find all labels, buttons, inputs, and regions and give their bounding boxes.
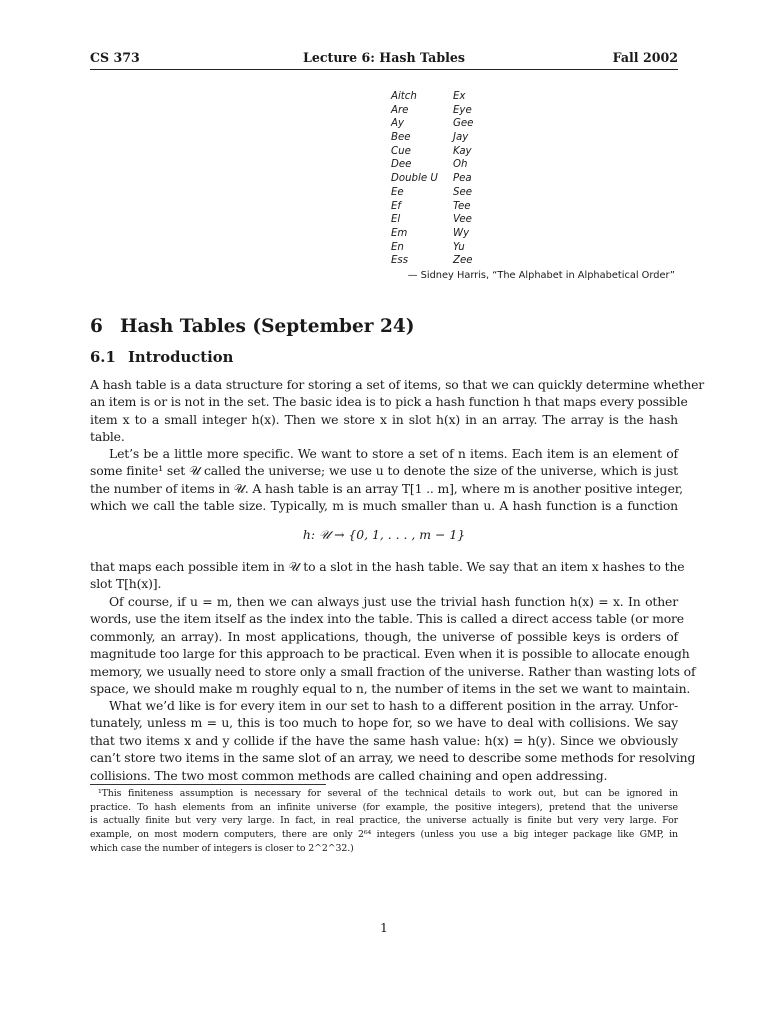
paragraph-5 <box>90 697 696 784</box>
epigraph-line: See <box>453 186 473 198</box>
text-line: which we call the table size. Typically, m is much smaller than u. A hash function is a function <box>90 498 678 514</box>
section-number: 6 <box>90 316 103 337</box>
footnote-rule <box>90 784 326 785</box>
epigraph-line: Are <box>391 104 409 116</box>
page-number: 1 <box>380 920 388 935</box>
hash-function-equation: h: 𝒰 → {0, 1, . . . , m − 1} <box>302 527 466 542</box>
text-line: memory, we usually need to store only a small fraction of the universe. Rather than wasting lots of <box>90 663 696 679</box>
epigraph-line: Oh <box>453 159 468 171</box>
text-line: magnitude too large for this approach to be practical. Even when it is possible to allocate enough <box>90 646 690 662</box>
footnote-line: ¹This finiteness assumption is necessary for several of the technical details to work out, but can be ignored in <box>98 788 678 799</box>
text-line: item x to a small integer h(x). Then we store x in slot h(x) in an array. The array is the hash <box>90 411 678 427</box>
epigraph-line: Dee <box>391 159 412 171</box>
epigraph-line: En <box>391 241 404 253</box>
epigraph-line: Ef <box>391 200 402 212</box>
running-header <box>90 50 678 66</box>
text-line: words, use the item itself as the index into the table. This is called a direct access table (or more <box>90 611 684 627</box>
subsection-heading <box>90 349 233 366</box>
text-line: the number of items in 𝒰. A hash table is an array T[1 .. m], where m is another positive integer, <box>90 480 683 496</box>
text-line: some finite¹ set 𝒰 called the universe; we use u to denote the size of the universe, which is just <box>90 463 678 479</box>
paragraph-4 <box>90 593 696 697</box>
footnote-line: example, on most modern computers, there are only 2⁶⁴ integers (unless you use a big integer package like GMP, in <box>90 829 678 841</box>
footnote-line: is actually finite but very very large. In fact, in real practice, the universe actually is finite but very very large. For <box>90 815 678 827</box>
epigraph-line: Wy <box>453 227 470 239</box>
epigraph-line: Double U <box>391 173 438 185</box>
epigraph-line: Ess <box>391 255 409 267</box>
text-line: A hash table is a data structure for storing a set of items, so that we can quickly determine whether <box>90 377 705 392</box>
subsection-number: 6.1 <box>90 349 116 366</box>
text-line: Of course, if u = m, then we can always just use the trivial hash function h(x) = x. In other <box>109 594 678 609</box>
epigraph-line: Jay <box>453 132 469 144</box>
epigraph-line: Em <box>391 227 408 239</box>
epigraph-column-1 <box>391 90 451 268</box>
epigraph-line: Tee <box>453 200 471 212</box>
text-line: What we’d like is for every item in our set to hash to a different position in the array. Unfor- <box>109 698 678 713</box>
epigraph-column-2 <box>453 90 513 268</box>
epigraph-line: El <box>391 214 401 226</box>
text-line: can’t store two items in the same slot of an array, we need to describe some methods for resolving <box>90 750 696 766</box>
subsection-title: Introduction <box>128 349 234 366</box>
epigraph-line: Vee <box>453 214 472 226</box>
text-line: slot T[h(x)]. <box>90 576 162 592</box>
footnote-line: practice. To hash elements from an infinite universe (for example, the positive integers), pretend that the universe <box>90 801 678 813</box>
course-code: CS 373 <box>90 50 140 65</box>
text-line: that two items x and y collide if the have the same hash value: h(x) = h(y). Since we obviously <box>90 732 678 748</box>
epigraph-line: Aitch <box>391 91 417 102</box>
epigraph-line: Kay <box>453 145 472 157</box>
epigraph-line: Gee <box>453 118 474 130</box>
epigraph-line: Ex <box>453 91 466 102</box>
lecture-title: Lecture 6: Hash Tables <box>302 50 466 65</box>
text-line: that maps each possible item in 𝒰 to a slot in the hash table. We say that an item x hashes to the <box>90 559 685 574</box>
epigraph-line: Yu <box>453 241 465 253</box>
epigraph-line: Ay <box>391 118 404 130</box>
text-line: table. <box>90 429 125 445</box>
text-line: space, we should make m roughly equal to n, the number of items in the set we want to maintain. <box>90 680 691 696</box>
epigraph-line: Pea <box>453 173 472 185</box>
paragraph-1 <box>90 376 705 446</box>
epigraph-line: Eye <box>453 104 472 116</box>
text-line: an item is or is not in the set. The basic idea is to pick a hash function h that maps every possible <box>90 394 688 410</box>
epigraph-line: Cue <box>391 145 411 157</box>
epigraph-line: Bee <box>391 132 411 144</box>
text-line: commonly, an array). In most applications, though, the universe of possible keys is orders of <box>90 628 678 644</box>
text-line: Let’s be a little more specific. We want to store a set of n items. Each item is an element of <box>109 446 678 461</box>
epigraph-line: Ee <box>391 186 404 198</box>
text-line: tunately, unless m = u, this is too much to hope for, so we have to deal with collisions. We say <box>90 715 678 731</box>
footnote-line: which case the number of integers is closer to 2^2^32.) <box>90 842 354 854</box>
term: Fall 2002 <box>612 50 678 65</box>
text-line: collisions. The two most common methods are called chaining and open addressing. <box>90 767 608 783</box>
section-title: Hash Tables (September 24) <box>120 316 415 337</box>
paragraph-2 <box>90 445 683 515</box>
epigraph-line: Zee <box>453 255 473 267</box>
footnote <box>90 787 678 855</box>
section-heading <box>90 316 414 337</box>
paragraph-3 <box>90 558 685 593</box>
header-rule <box>90 69 678 70</box>
epigraph-attribution: — Sidney Harris, “The Alphabet in Alphabetical Order” <box>407 270 675 281</box>
